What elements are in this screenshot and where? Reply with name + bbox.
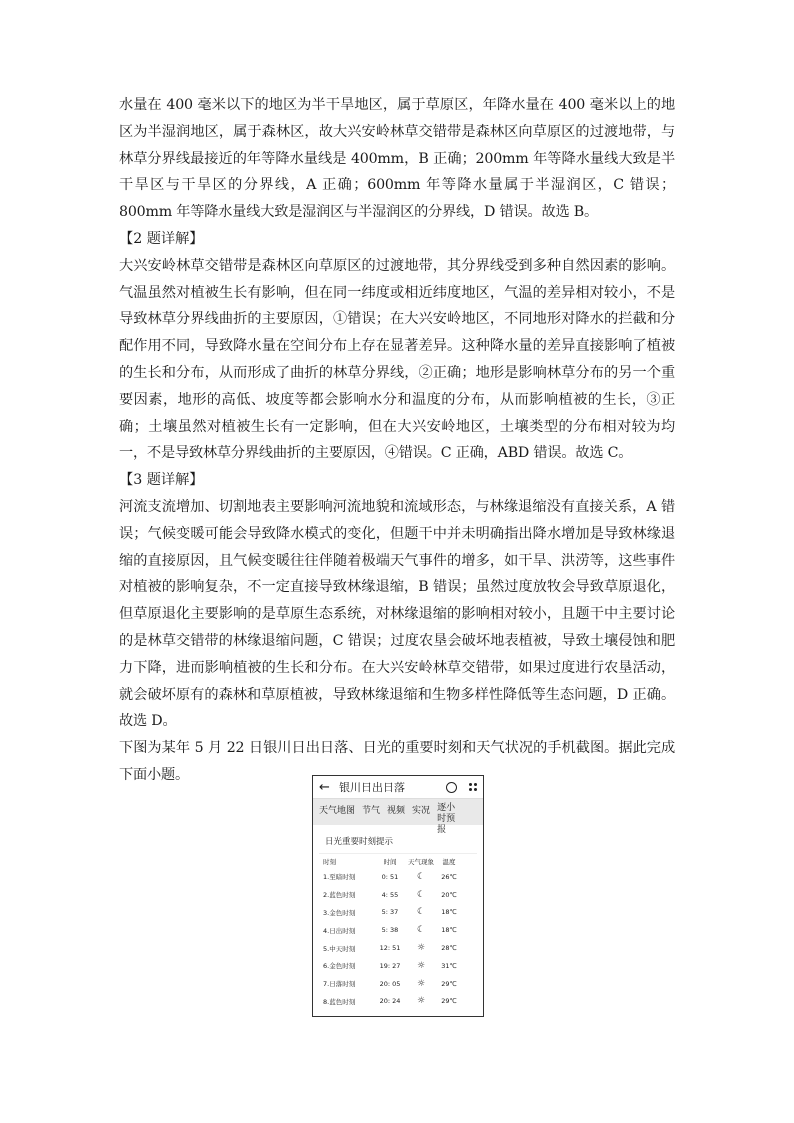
moment-time: 19: 27 (379, 961, 401, 970)
moment-temperature: 26℃ (441, 872, 457, 881)
header-weather: 天气现象 (408, 857, 434, 866)
header-time: 时间 (383, 857, 397, 866)
table-row (319, 993, 477, 1011)
tab-video[interactable]: 视频 (387, 806, 406, 816)
moment-name: 3.金色时刻 (323, 908, 356, 917)
moment-time: 5: 37 (381, 908, 399, 917)
moment-time: 20: 05 (379, 979, 401, 988)
daylight-moments-card (319, 827, 477, 1010)
heading-question-3: 【3 题详解】 (119, 472, 204, 489)
moment-temperature: 18℃ (441, 908, 457, 917)
moment-temperature: 28℃ (441, 944, 457, 953)
paragraph-2: 大兴安岭林草交错带是森林区向草原区的过渡地带，其分界线受到多种自然因素的影响。气温虽然对植被生长有影响，但在同一纬度或相近纬度地区，气温的差异相对较小，不是导致林草分界线曲折的主要原因，①错误；在大兴安岭地区，不同地形对降水的拦截和分配作用不同，导致降水量在空间分布上存在显著差异。这种降水量的差异直接影响了植被的生长和分布，从而形成了曲折的林草分界线，②正确；地形是影响林草分布的另一个重要因素，地形的高低、坡度等都会影响水分和温度的分布，从而影响植被的生长，③正确；土壤虽然对植被生长有一定影响，但在大兴安岭地区，土壤类型的分布相对较为均一，不是导致林草分界线曲折的主要原因，④错误。C 正确，ABD 错误。故选 C。 (119, 257, 675, 462)
moment-time: 5: 38 (381, 926, 399, 935)
moment-name: 6.金色时刻 (323, 962, 356, 971)
tab-hourly-forecast[interactable]: 逐小时预报 (437, 803, 456, 835)
moment-temperature: 18℃ (441, 926, 457, 935)
moment-temperature: 31℃ (441, 961, 457, 970)
table-row (319, 921, 477, 939)
moment-time: 0: 51 (381, 872, 399, 881)
tab-weather-map[interactable]: 天气地图 (319, 806, 356, 816)
paragraph-3: 河流支流增加、切割地表主要影响河流地貌和流域形态，与林缘退缩没有直接关系，A 错误；气候变暖可能会导致降水模式的变化，但题干中并未明确指出降水增加是导致林缘退缩的直接原因，且气候变暖往往伴随着极端天气事件的增多，如干旱、洪涝等，这些事件对植被的影响复杂，不一定直接导致林缘退缩，B 错误；虽然过度放牧会导致草原退化，但草原退化主要影响的是草原生态系统，对林缘退缩的影响相对较小，且题干中主要讨论的是林草交错带的林缘退缩问题，C 错误；过度农垦会破坏地表植被，导致土壤侵蚀和肥力下降，进而影响植被的生长和分布。在大兴安岭林草交错带，如果过度进行农垦活动，就会破坏原有的森林和草原植被，导致林缘退缩和生物多样性降低等生态问题，D 正确。故选 D。 (119, 498, 675, 730)
back-arrow-icon[interactable]: ← (319, 779, 330, 795)
header-moment: 时刻 (323, 857, 336, 866)
moment-name: 5.中天时刻 (323, 944, 356, 953)
paragraph-4: 下图为某年 5 月 22 日银川日出日落、日光的重要时刻和天气状况的手机截图。据此完成下面小题。 (119, 740, 675, 783)
moment-temperature: 29℃ (441, 997, 457, 1006)
phone-header (313, 776, 483, 799)
table-row (319, 957, 477, 975)
sun-icon: ☼ (416, 960, 426, 971)
moon-icon: ☾ (416, 925, 426, 936)
moon-icon: ☾ (416, 889, 426, 900)
table-row (319, 904, 477, 922)
moment-name: 1.至暗时刻 (323, 873, 356, 882)
sun-icon: ☼ (416, 943, 426, 954)
moment-temperature: 29℃ (441, 979, 457, 988)
tab-solar-term[interactable]: 节气 (362, 806, 381, 816)
moment-name: 8.蓝色时刻 (323, 997, 356, 1006)
moment-time: 12: 51 (379, 944, 401, 953)
sun-icon: ☼ (416, 996, 426, 1007)
paragraph-1: 水量在 400 毫米以下的地区为半干旱地区，属于草原区，年降水量在 400 毫米以上的地区为半湿润地区，属于森林区，故大兴安岭林草交错带是森林区向草原区的过渡地带，与林草分界线最接近的年等降水量线是 400mm，B 正确；200mm 年等降水量线大致是半干旱区与干旱区的分界线，A 正确；600mm 年等降水量属于半湿润区，C 错误；800mm 年等降水量线大致是湿润区与半湿润区的分界线，D 错误。故选 B。 (119, 97, 675, 221)
menu-icon[interactable] (469, 783, 477, 791)
table-row (319, 939, 477, 957)
phone-title: 银川日出日落 (339, 781, 405, 794)
moment-temperature: 20℃ (441, 890, 457, 899)
moon-icon: ☾ (416, 907, 426, 918)
table-row (319, 886, 477, 904)
moment-time: 20: 24 (379, 997, 401, 1006)
moon-icon: ☾ (416, 871, 426, 882)
moment-name: 7.日落时刻 (323, 980, 356, 989)
moment-time: 4: 55 (381, 890, 399, 899)
heading-question-2: 【2 题详解】 (119, 230, 204, 247)
table-row (319, 868, 477, 886)
tab-live[interactable]: 实况 (412, 806, 431, 816)
table-header (319, 854, 477, 868)
document-body (119, 92, 675, 789)
card-title: 日光重要时刻提示 (319, 827, 477, 854)
table-row (319, 975, 477, 993)
phone-screenshot (312, 775, 484, 1017)
search-icon[interactable] (446, 782, 457, 793)
moment-name: 2.蓝色时刻 (323, 891, 356, 900)
moment-name: 4.日出时刻 (323, 926, 356, 935)
header-temperature: 温度 (442, 857, 456, 866)
sun-icon: ☼ (416, 978, 426, 989)
tab-bar (313, 799, 483, 835)
